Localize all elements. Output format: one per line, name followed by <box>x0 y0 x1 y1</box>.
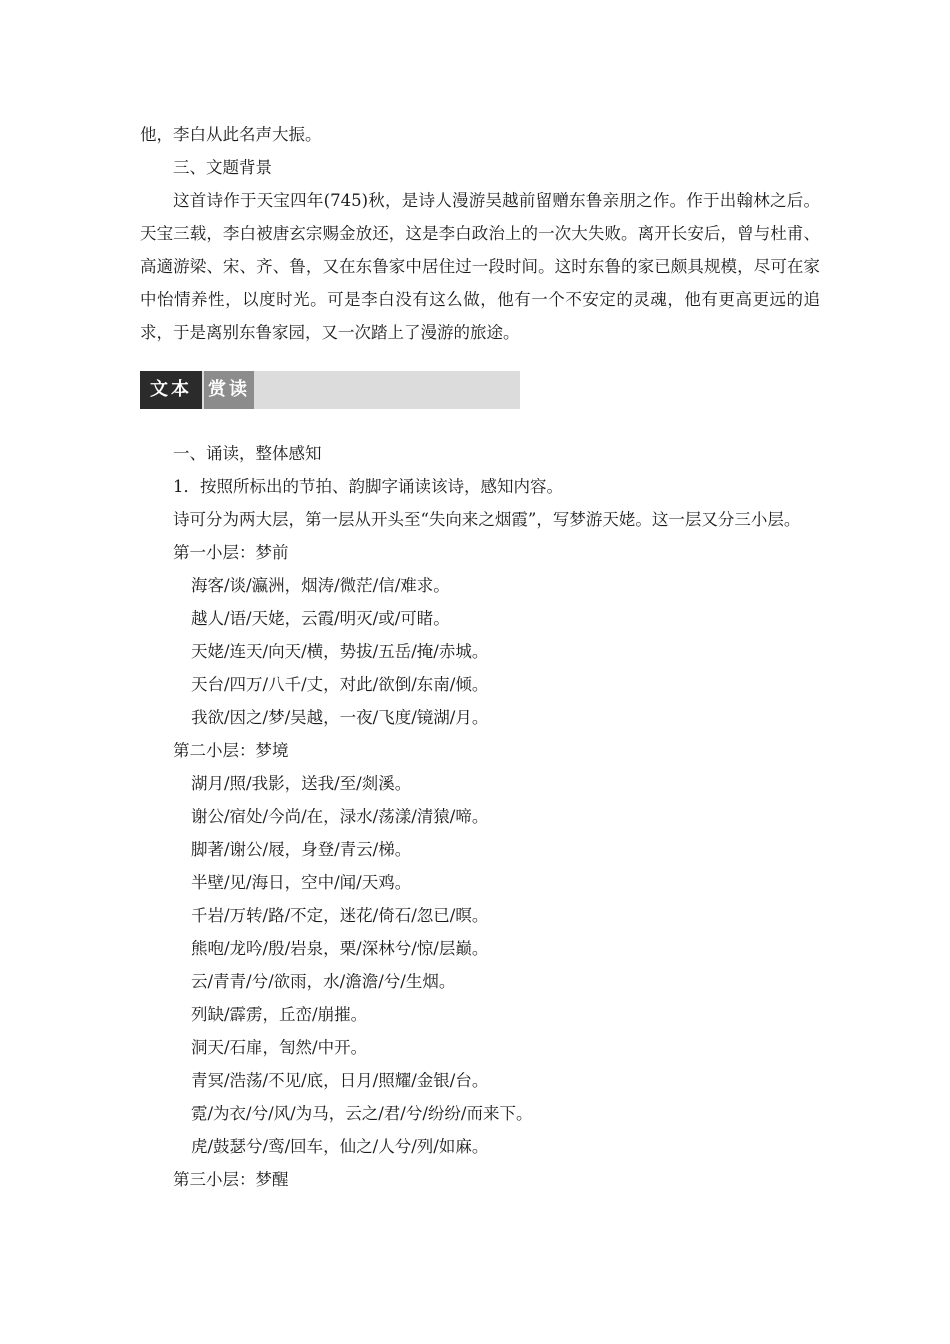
poem-line: 半壁/见/海日，空中/闻/天鸡。 <box>191 873 412 892</box>
section-heading: 一、诵读，整体感知 <box>173 444 322 463</box>
layer-title: 第三小层：梦醒 <box>173 1170 289 1189</box>
poem-line: 虎/鼓瑟兮/鸾/回车，仙之/人兮/列/如麻。 <box>191 1137 489 1156</box>
background-paragraph: 这首诗作于天宝四年(745)秋，是诗人漫游吴越前留赠东鲁亲朋之作。作于出翰林之后。天宝三载，李白被唐玄宗赐金放还，这是李白政治上的一次大失败。离开长安后，曾与杜甫、高適游梁、宋、齐、鲁，又在东鲁家中居住过一段时间。这时东鲁的家已颇具规模，尽可在家中怡情养性，以度时光。可是李白没有这么做，他有一个不安定的灵魂，他有更高更远的追求，于是离别东鲁家园，又一次踏上了漫游的旅途。 <box>140 191 820 342</box>
poem-line: 霓/为衣/兮/风/为马，云之/君/兮/纷纷/而来下。 <box>191 1104 533 1123</box>
poem-line: 列缺/霹雳，丘峦/崩摧。 <box>191 1005 368 1024</box>
poem-line: 湖月/照/我影，送我/至/剡溪。 <box>191 774 412 793</box>
poem-line: 越人/语/天姥，云霞/明灭/或/可睹。 <box>191 609 450 628</box>
task-item: 1．按照所标出的节拍、韵脚字诵读该诗，感知内容。 <box>173 477 563 496</box>
layer-title: 第一小层：梦前 <box>173 543 289 562</box>
poem-line: 天台/四万/八千/丈，对此/欲倒/东南/倾。 <box>191 675 489 694</box>
structure-summary: 诗可分为两大层，第一层从开头至“失向来之烟霞”，写梦游天姥。这一层又分三小层。 <box>173 510 801 529</box>
section-banner <box>140 371 520 409</box>
intro-line: 他，李白从此名声大振。 <box>140 125 322 144</box>
background-heading: 三、文题背景 <box>173 158 272 177</box>
poem-line: 海客/谈/瀛洲，烟涛/微茫/信/难求。 <box>191 576 450 595</box>
document-page <box>140 118 820 1196</box>
poem-line: 脚著/谢公/屐，身登/青云/梯。 <box>191 840 412 859</box>
poem-line: 天姥/连天/向天/横，势拔/五岳/掩/赤城。 <box>191 642 489 661</box>
banner-label-text: 文本 <box>140 371 202 409</box>
poem-line: 谢公/宿处/今尚/在，渌水/荡漾/清猿/啼。 <box>191 807 489 826</box>
poem-line: 我欲/因之/梦/吴越，一夜/飞度/镜湖/月。 <box>191 708 489 727</box>
banner-label-reading: 赏读 <box>204 371 254 409</box>
poem-line: 洞天/石扉，訇然/中开。 <box>191 1038 368 1057</box>
poem-line: 云/青青/兮/欲雨，水/澹澹/兮/生烟。 <box>191 972 456 991</box>
poem-line: 青冥/浩荡/不见/底，日月/照耀/金银/台。 <box>191 1071 489 1090</box>
layer-title: 第二小层：梦境 <box>173 741 289 760</box>
poem-line: 熊咆/龙吟/殷/岩泉，栗/深林兮/惊/层巅。 <box>191 939 489 958</box>
poem-line: 千岩/万转/路/不定，迷花/倚石/忽已/暝。 <box>191 906 489 925</box>
